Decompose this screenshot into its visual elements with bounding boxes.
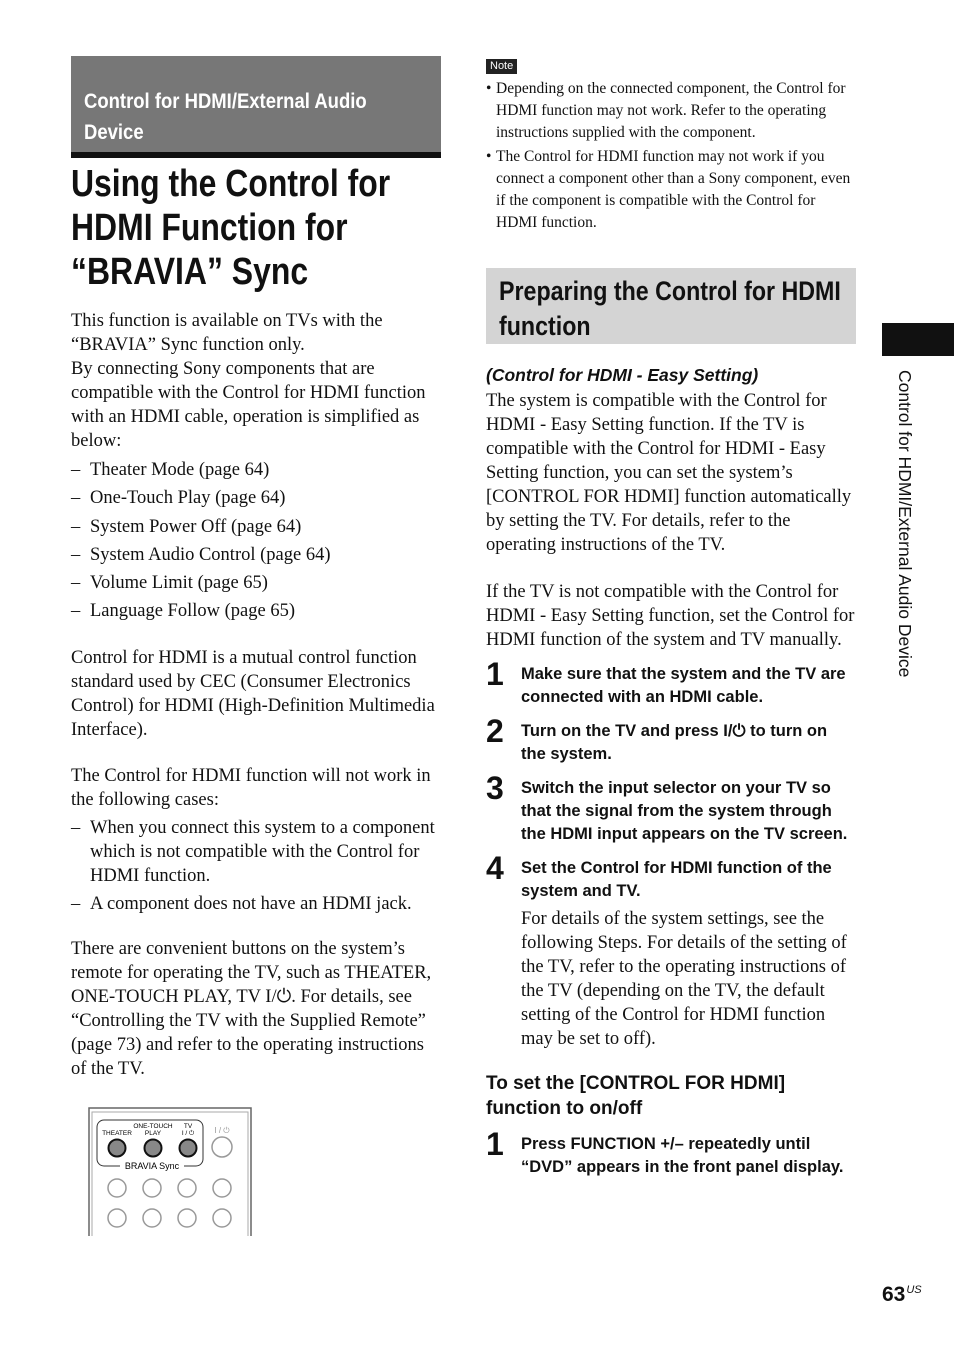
procedure-step-1 bbox=[486, 1126, 856, 1179]
note-item: • Depending on the connected component, the Control for HDMI function may not work. Refer to the operating instructions supplied with the component. bbox=[486, 78, 856, 144]
step-number: 4 bbox=[486, 850, 504, 886]
step-number: 1 bbox=[486, 656, 504, 692]
left-column bbox=[71, 309, 443, 1081]
step-text: Press FUNCTION +/– repeatedly until “DVD” appears in the front panel display. bbox=[521, 1135, 844, 1176]
tv-power-button[interactable] bbox=[180, 1140, 197, 1157]
section-label-line1: Control for HDMI/External Audio bbox=[84, 90, 367, 113]
easy-setting-paragraph: The system is compatible with the Control for HDMI - Easy Setting function. If the TV is compatible with the Control for HDMI - Easy Setting function, you can set the system’s [CONTROL FOR HDMI] function automatically by setting the TV. For details, refer to the operating instructions of the TV. bbox=[486, 391, 852, 555]
system-power-button[interactable] bbox=[212, 1137, 232, 1157]
step-2 bbox=[486, 713, 856, 766]
buttons-paragraph: There are convenient buttons on the system’s remote for operating the TV, such as THEATER, ONE-TOUCH PLAY, TV I/⏻. For details, see “Controlling the TV with the Supplied Remote” (page 73) and refer to the operating instructions of the TV. bbox=[71, 939, 432, 1080]
one-touch-label-2: PLAY bbox=[144, 1130, 162, 1137]
side-tab-marker bbox=[882, 323, 954, 356]
list-item: – When you connect this system to a component which is not compatible with the Control for HDMI function. bbox=[71, 816, 443, 888]
list-item: – One-Touch Play (page 64) bbox=[71, 486, 443, 510]
one-touch-play-button[interactable] bbox=[145, 1140, 162, 1157]
list-item: – Language Follow (page 65) bbox=[71, 599, 443, 623]
list-item: – System Power Off (page 64) bbox=[71, 515, 443, 539]
side-chapter-label bbox=[893, 370, 917, 760]
theater-button[interactable] bbox=[109, 1140, 126, 1157]
cases-intro-paragraph: The Control for HDMI function will not work in the following cases: bbox=[71, 765, 431, 810]
one-touch-label-1: ONE-TOUCH bbox=[133, 1123, 173, 1130]
page-number bbox=[882, 1283, 922, 1307]
remote-button[interactable] bbox=[143, 1179, 161, 1197]
list-item: – A component does not have an HDMI jack. bbox=[71, 892, 443, 916]
page-title bbox=[71, 162, 471, 294]
preparing-heading-box bbox=[486, 268, 856, 344]
cec-paragraph: Control for HDMI is a mutual control function standard used by CEC (Consumer Electronics Control) for HDMI (High-Definition Multimedia Interface). bbox=[71, 647, 435, 740]
cases-list bbox=[71, 816, 443, 916]
step-number: 1 bbox=[486, 1126, 504, 1162]
tv-label-1: TV bbox=[183, 1123, 193, 1130]
remote-button[interactable] bbox=[108, 1179, 126, 1197]
note-item: • The Control for HDMI function may not work if you connect a component other than a Sony component, even if the component is compatible with the Control for HDMI function. bbox=[486, 146, 856, 234]
easy-setting-heading: (Control for HDMI - Easy Setting) bbox=[486, 365, 759, 385]
note-label: Note bbox=[486, 59, 517, 74]
intro-paragraph-2: By connecting Sony components that are compatible with the Control for HDMI function with an HDMI cable, operation is simplified as below: bbox=[71, 359, 426, 451]
remote-button[interactable] bbox=[178, 1209, 196, 1227]
power-label: I / ⏻ bbox=[214, 1126, 230, 1135]
section-rule bbox=[71, 152, 441, 158]
title-line1: Using the Control for bbox=[71, 163, 391, 205]
step-text: Turn on the TV and press I/⏻ to turn on the system. bbox=[521, 722, 828, 763]
remote-illustration bbox=[88, 1106, 252, 1236]
title-line2: HDMI Function for bbox=[71, 207, 348, 249]
tv-label-2: I / ⏻ bbox=[181, 1130, 195, 1137]
remote-button[interactable] bbox=[143, 1209, 161, 1227]
theater-label: THEATER bbox=[102, 1130, 132, 1137]
side-chapter-text: Control for HDMI/External Audio Device bbox=[895, 370, 915, 678]
step-text: Set the Control for HDMI function of the system and TV. bbox=[521, 859, 832, 900]
step-detail: For details of the system settings, see the following Steps. For details of the setting of the TV, refer to the operating instructions of the TV (depending on the TV, the default setting of the Control for HDMI function may be set to off). bbox=[521, 909, 847, 1049]
step-4 bbox=[486, 850, 856, 1051]
manual-setting-paragraph: If the TV is not compatible with the Control for HDMI - Easy Setting function, set the Control for HDMI function of the system and TV manually. bbox=[486, 582, 855, 650]
procedure-heading: To set the [CONTROL FOR HDMI] function to on/off bbox=[486, 1073, 786, 1119]
section-band bbox=[71, 56, 441, 152]
step-1 bbox=[486, 656, 856, 709]
page-region-suffix: US bbox=[906, 1284, 922, 1296]
preparing-heading-line2: function bbox=[499, 311, 591, 341]
remote-button[interactable] bbox=[213, 1209, 231, 1227]
remote-button[interactable] bbox=[108, 1209, 126, 1227]
step-number: 2 bbox=[486, 713, 504, 749]
preparing-heading bbox=[499, 274, 844, 344]
feature-list bbox=[71, 458, 443, 623]
preparing-heading-line1: Preparing the Control for HDMI bbox=[499, 276, 841, 306]
right-column bbox=[486, 56, 856, 1179]
bravia-sync-label: BRAVIA Sync bbox=[124, 1161, 180, 1171]
note-list bbox=[486, 78, 856, 234]
list-item: – Volume Limit (page 65) bbox=[71, 571, 443, 595]
step-number: 3 bbox=[486, 770, 504, 806]
step-text: Make sure that the system and the TV are connected with an HDMI cable. bbox=[521, 665, 846, 706]
step-text: Switch the input selector on your TV so that the signal from the system through the HDMI input appears on the TV screen. bbox=[521, 779, 848, 843]
step-3 bbox=[486, 770, 856, 846]
section-label-line2: Device bbox=[84, 121, 144, 144]
page-number-value: 63 bbox=[882, 1283, 906, 1306]
list-item: – System Audio Control (page 64) bbox=[71, 543, 443, 567]
title-line3: “BRAVIA” Sync bbox=[71, 251, 309, 293]
remote-button[interactable] bbox=[178, 1179, 196, 1197]
list-item: – Theater Mode (page 64) bbox=[71, 458, 443, 482]
intro-paragraph-1: This function is available on TVs with the “BRAVIA” Sync function only. bbox=[71, 311, 383, 355]
remote-button[interactable] bbox=[213, 1179, 231, 1197]
